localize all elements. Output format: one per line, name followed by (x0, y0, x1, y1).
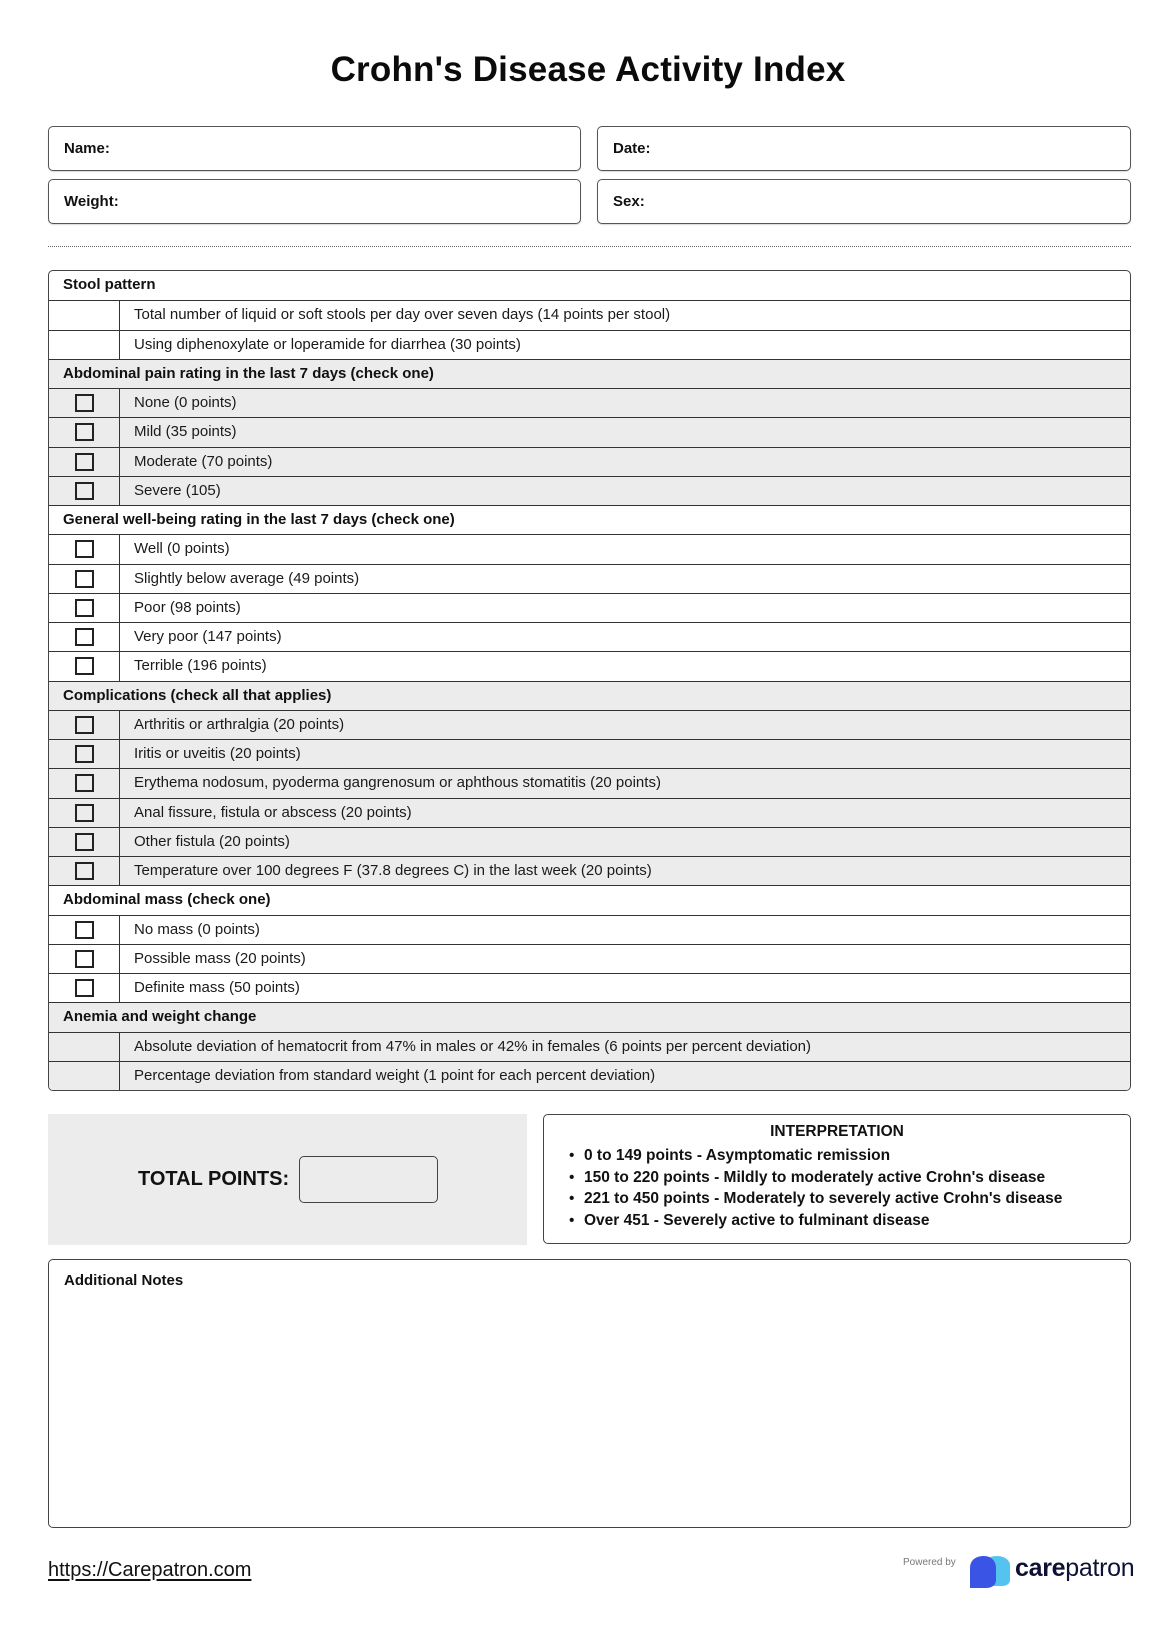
row-text: Poor (98 points) (134, 598, 241, 616)
cdai-table (48, 270, 1131, 1091)
section-header-anemia (49, 1002, 1130, 1031)
interpretation-text: 0 to 149 points - Asymptomatic remission (584, 1147, 891, 1164)
row-text: Slightly below average (49 points) (134, 569, 360, 587)
row-text: Erythema nodosum, pyoderma gangrenosum or aphthous stomatitis (20 points) (134, 774, 661, 792)
checkbox[interactable] (75, 950, 94, 968)
carepatron-link[interactable]: https://Carepatron.com (48, 1559, 252, 1581)
brand-light: patron (1065, 1554, 1135, 1582)
date-field[interactable] (597, 126, 1131, 171)
weight-field[interactable] (48, 179, 581, 224)
section-title: Abdominal mass (check one) (63, 891, 271, 909)
section-title: General well-being rating in the last 7 days (check one) (63, 511, 455, 528)
table-row (49, 739, 1130, 768)
row-text: Moderate (70 points) (134, 452, 273, 470)
sex-field[interactable] (597, 179, 1131, 224)
table-row (49, 944, 1130, 973)
entry-cell[interactable] (49, 1033, 120, 1061)
additional-notes-title: Additional Notes (64, 1272, 184, 1289)
section-title: Anemia and weight change (63, 1008, 257, 1026)
table-row (49, 798, 1130, 827)
interpretation-box (543, 1114, 1131, 1244)
table-row (49, 447, 1130, 476)
section-header-stool (49, 271, 1130, 300)
section-title: Abdominal pain rating in the last 7 days (check one) (63, 364, 434, 382)
date-label: Date: (613, 140, 651, 157)
row-text: No mass (0 points) (134, 920, 260, 938)
row-text: Absolute deviation of hematocrit from 47% in males or 42% in females (6 points per percent deviation) (134, 1037, 812, 1055)
row-text: Possible mass (20 points) (134, 949, 306, 967)
checkbox[interactable] (75, 394, 94, 412)
checkbox[interactable] (75, 482, 94, 500)
carepatron-logo-icon (966, 1554, 1014, 1588)
entry-cell[interactable] (49, 1062, 120, 1090)
checkbox[interactable] (75, 862, 94, 880)
weight-label: Weight: (64, 193, 119, 210)
table-row (49, 564, 1130, 593)
row-text: Arthritis or arthralgia (20 points) (134, 715, 345, 733)
powered-by-label: Powered by (903, 1557, 956, 1568)
checkbox[interactable] (75, 921, 94, 939)
total-points-panel (48, 1114, 527, 1245)
bullet-icon: • (569, 1147, 575, 1164)
interpretation-text: Over 451 - Severely active to fulminant disease (584, 1211, 930, 1229)
interpretation-item (569, 1145, 1062, 1167)
interpretation-list (569, 1145, 1062, 1231)
checkbox[interactable] (75, 570, 94, 588)
checkbox[interactable] (75, 540, 94, 558)
table-row (49, 622, 1130, 651)
sex-label: Sex: (613, 193, 645, 210)
row-text: Definite mass (50 points) (134, 979, 300, 996)
table-row (49, 915, 1130, 944)
row-text: Anal fissure, fistula or abscess (20 points) (134, 803, 412, 821)
checkbox[interactable] (75, 979, 94, 997)
row-text: Very poor (147 points) (134, 628, 282, 645)
checkbox[interactable] (75, 774, 94, 792)
table-row (49, 417, 1130, 446)
table-row (49, 534, 1130, 563)
section-title: Complications (check all that applies) (63, 686, 332, 704)
interpretation-item (569, 1188, 1062, 1210)
table-row (49, 388, 1130, 417)
page-title: Crohn's Disease Activity Index (330, 50, 846, 89)
carepatron-logo-text (1015, 1554, 1134, 1583)
checkbox[interactable] (75, 745, 94, 763)
checkbox[interactable] (75, 628, 94, 646)
section-header-wellbeing (49, 505, 1130, 534)
total-points-label: TOTAL POINTS: (138, 1168, 290, 1190)
bullet-icon: • (569, 1211, 575, 1229)
table-row (49, 1061, 1130, 1090)
section-title: Stool pattern (63, 276, 156, 293)
row-text: Total number of liquid or soft stools per day over seven days (14 points per stool) (134, 306, 671, 324)
row-text: Other fistula (20 points) (134, 832, 290, 850)
row-text: Severe (105) (134, 481, 221, 499)
table-row (49, 973, 1130, 1002)
table-row (49, 768, 1130, 797)
checkbox[interactable] (75, 716, 94, 734)
row-text: Terrible (196 points) (134, 657, 267, 675)
row-text: Well (0 points) (134, 540, 230, 558)
table-row (49, 476, 1130, 505)
table-row (49, 330, 1130, 359)
row-text: None (0 points) (134, 394, 237, 411)
row-text: Mild (35 points) (134, 423, 237, 441)
row-text: Iritis or uveitis (20 points) (134, 745, 301, 762)
interpretation-title: INTERPRETATION (770, 1123, 904, 1140)
interpretation-text: 221 to 450 points - Moderately to severely active Crohn's disease (584, 1190, 1063, 1207)
checkbox[interactable] (75, 833, 94, 851)
table-row (49, 651, 1130, 680)
interpretation-item (569, 1167, 1062, 1189)
section-header-pain (49, 359, 1130, 388)
interpretation-item (569, 1210, 1062, 1232)
bullet-icon: • (569, 1190, 575, 1207)
entry-cell[interactable] (49, 301, 120, 329)
additional-notes-box (48, 1259, 1131, 1528)
table-row (49, 1032, 1130, 1061)
row-text: Percentage deviation from standard weight (1 point for each percent deviation) (134, 1066, 656, 1084)
table-row (49, 827, 1130, 856)
checkbox[interactable] (75, 599, 94, 617)
table-row (49, 300, 1130, 329)
table-row (49, 593, 1130, 622)
checkbox[interactable] (75, 453, 94, 471)
checkbox[interactable] (75, 423, 94, 441)
row-text: Temperature over 100 degrees F (37.8 degrees C) in the last week (20 points) (134, 862, 652, 879)
bullet-icon: • (569, 1168, 575, 1186)
section-header-mass (49, 885, 1130, 914)
checkbox[interactable] (75, 804, 94, 822)
table-row (49, 710, 1130, 739)
name-field[interactable] (48, 126, 581, 171)
interpretation-text: 150 to 220 points - Mildly to moderately active Crohn's disease (584, 1168, 1046, 1186)
entry-cell[interactable] (49, 331, 120, 359)
brand-bold: care (1015, 1554, 1066, 1582)
section-header-complications (49, 681, 1130, 710)
total-points-input[interactable] (299, 1156, 438, 1203)
name-label: Name: (64, 140, 110, 157)
checkbox[interactable] (75, 657, 94, 675)
dotted-divider (48, 246, 1131, 247)
row-text: Using diphenoxylate or loperamide for diarrhea (30 points) (134, 335, 521, 353)
additional-notes-input[interactable] (59, 1298, 1120, 1517)
table-row (49, 856, 1130, 885)
